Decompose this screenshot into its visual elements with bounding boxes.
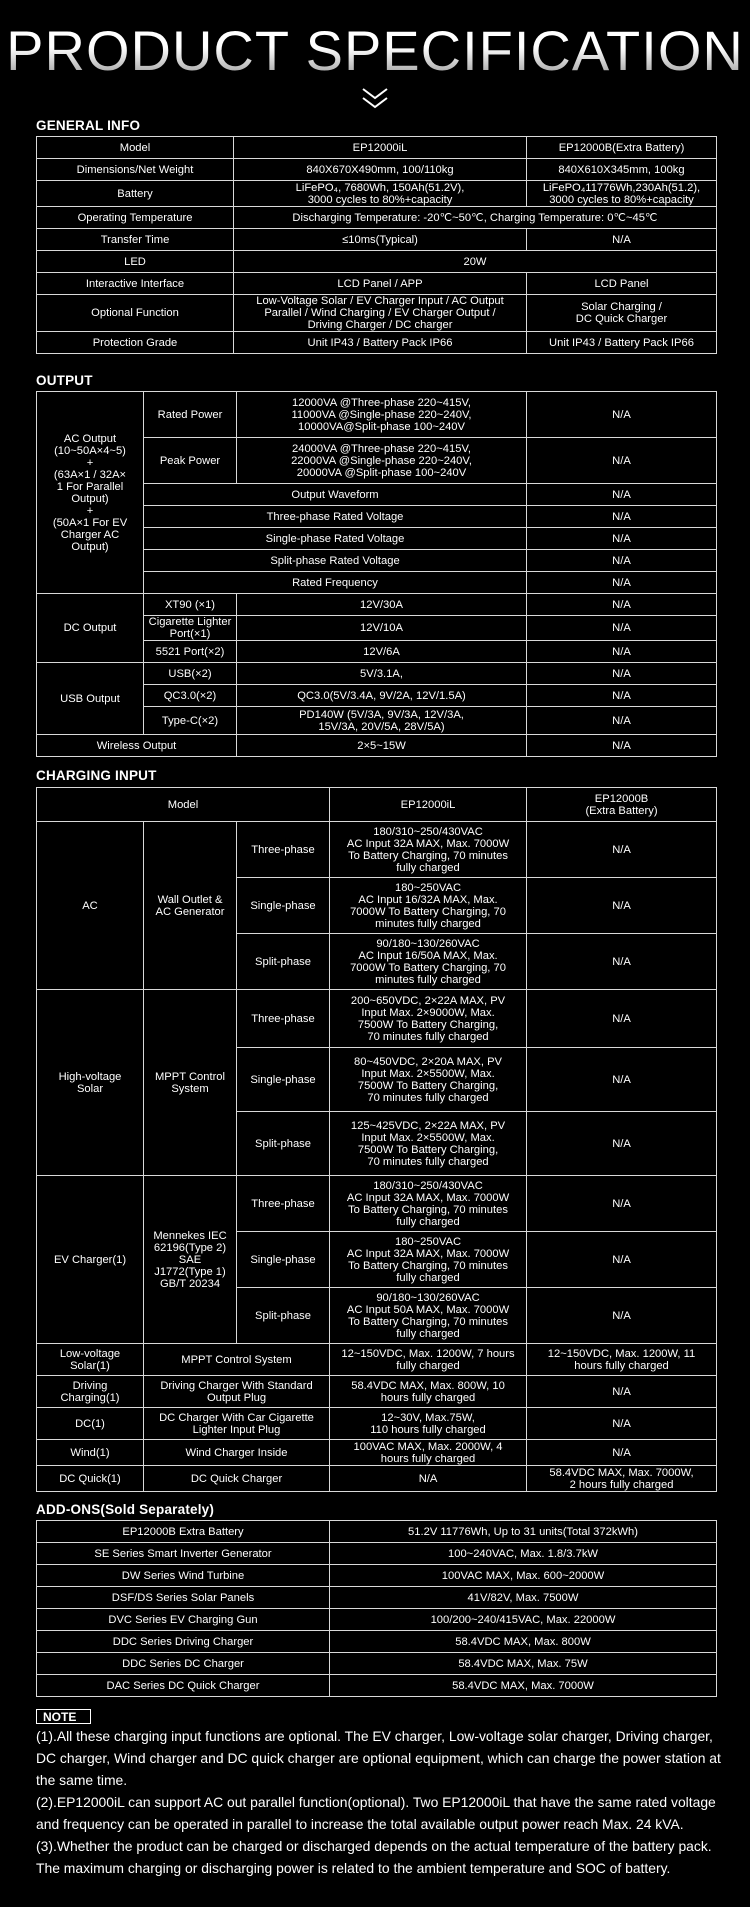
group-sublabel: Mennekes IEC 62196(Type 2) SAE J1772(Type 1) GB/T 20234 (144, 1176, 237, 1344)
table-cell: N/A (527, 663, 717, 685)
table-cell: 180/310~250/430VAC AC Input 32A MAX, Max. 7000W To Battery Charging, 70 minutes fully charged (330, 822, 527, 878)
header-cell: EP12000B (Extra Battery) (527, 788, 717, 822)
charging-input-heading: CHARGING INPUT (36, 768, 157, 783)
table-row (37, 392, 717, 438)
note-item: (1).All these charging input functions are optional. The EV charger, Low-voltage solar charger, Driving charger, DC charger, Wind charger and DC quick charger are optional equipment, which can charge the power station at the same time. (36, 1728, 721, 1788)
row-label: Peak Power (144, 438, 237, 484)
group-label: AC (37, 822, 144, 990)
table-row (37, 1344, 717, 1376)
note-item: (3).Whether the product can be charged or discharged depends on the actual temperature of the battery pack. The maximum charging or discharging power is related to the ambient temperature and SOC of battery. (36, 1838, 712, 1876)
table-cell: 12~30V, Max.75W, 110 hours fully charged (330, 1408, 527, 1440)
row-label: Wind(1) (37, 1440, 144, 1466)
table-row (37, 822, 717, 878)
charging-input-table (36, 787, 717, 1492)
note-item: (2).EP12000iL can support AC out parallel function(optional). Two EP12000iL that have the same rated voltage and frequency can be operated in parallel to increase the total available output power reach Max. 24 kVA. (36, 1794, 716, 1832)
phase-label: Three-phase (237, 990, 330, 1048)
table-cell: 20W (234, 251, 717, 273)
row-label: QC3.0(×2) (144, 685, 237, 707)
row-label: Protection Grade (37, 332, 234, 354)
table-row (37, 1376, 717, 1408)
group-sublabel: Wall Outlet & AC Generator (144, 822, 237, 990)
row-label: Dimensions/Net Weight (37, 159, 234, 181)
table-cell: N/A (527, 878, 717, 934)
table-row (37, 594, 717, 616)
row-label: Rated Power (144, 392, 237, 438)
table-cell: 100~240VAC, Max. 1.8/3.7kW (330, 1543, 717, 1565)
table-cell: 840X610X345mm, 100kg (527, 159, 717, 181)
row-label: SE Series Smart Inverter Generator (37, 1543, 330, 1565)
page-title: PRODUCT SPECIFICATION (0, 18, 750, 83)
row-label: 5521 Port(×2) (144, 641, 237, 663)
table-cell: N/A (527, 1232, 717, 1288)
row-label: Driving Charging(1) (37, 1376, 144, 1408)
table-row (37, 1631, 717, 1653)
table-cell: N/A (527, 934, 717, 990)
row-label: Wireless Output (37, 735, 237, 757)
phase-label: Single-phase (237, 878, 330, 934)
output-table (36, 391, 717, 757)
table-cell: 840X670X490mm, 100/110kg (234, 159, 527, 181)
table-cell: LiFePO₄11776Wh,230Ah(51.2), 3000 cycles to 80%+capacity (527, 181, 717, 207)
table-cell: Unit IP43 / Battery Pack IP66 (234, 332, 527, 354)
row-sublabel: Wind Charger Inside (144, 1440, 330, 1466)
table-cell: N/A (527, 990, 717, 1048)
general-info-table (36, 136, 717, 354)
table-row (37, 207, 717, 229)
table-cell: 180/310~250/430VAC AC Input 32A MAX, Max. 7000W To Battery Charging, 70 minutes fully charged (330, 1176, 527, 1232)
header-cell: EP12000B(Extra Battery) (527, 137, 717, 159)
table-cell: 180~250VAC AC Input 32A MAX, Max. 7000W To Battery Charging, 70 minutes fully charged (330, 1232, 527, 1288)
table-cell: N/A (527, 528, 717, 550)
row-sublabel: MPPT Control System (144, 1344, 330, 1376)
row-label: DC Quick(1) (37, 1466, 144, 1492)
row-label: DDC Series Driving Charger (37, 1631, 330, 1653)
table-row (37, 1466, 717, 1492)
table-cell: ≤10ms(Typical) (234, 229, 527, 251)
table-cell: 12~150VDC, Max. 1200W, 7 hours fully charged (330, 1344, 527, 1376)
table-row (37, 1675, 717, 1697)
table-cell: N/A (527, 438, 717, 484)
table-cell: N/A (527, 1376, 717, 1408)
phase-label: Single-phase (237, 1048, 330, 1112)
table-cell: 100/200~240/415VAC, Max. 22000W (330, 1609, 717, 1631)
row-label: Cigarette Lighter Port(×1) (144, 616, 237, 641)
row-label: Transfer Time (37, 229, 234, 251)
row-label: Rated Frequency (144, 572, 527, 594)
row-label: Three-phase Rated Voltage (144, 506, 527, 528)
row-label: Split-phase Rated Voltage (144, 550, 527, 572)
row-label: Interactive Interface (37, 273, 234, 295)
phase-label: Single-phase (237, 1232, 330, 1288)
row-label: LED (37, 251, 234, 273)
table-cell: 90/180~130/260VAC AC Input 50A MAX, Max. 7000W To Battery Charging, 70 minutes fully charged (330, 1288, 527, 1344)
table-cell: Discharging Temperature: -20℃~50℃, Charging Temperature: 0℃~45℃ (234, 207, 717, 229)
table-cell: N/A (527, 1176, 717, 1232)
table-cell: N/A (527, 572, 717, 594)
table-cell: 24000VA @Three-phase 220~415V, 22000VA @Single-phase 220~240V, 20000VA @Split-phase 100~240V (237, 438, 527, 484)
table-row (37, 1440, 717, 1466)
table-cell: 58.4VDC MAX, Max. 800W (330, 1631, 717, 1653)
row-label: Operating Temperature (37, 207, 234, 229)
table-cell: 12000VA @Three-phase 220~415V, 11000VA @Single-phase 220~240V, 10000VA@Split-phase 100~240V (237, 392, 527, 438)
table-cell: N/A (527, 392, 717, 438)
header-cell: Model (37, 788, 330, 822)
table-cell: N/A (527, 484, 717, 506)
table-cell: Low-Voltage Solar / EV Charger Input / AC Output Parallel / Wind Charging / EV Charger Output / Driving Charger / DC charger (234, 295, 527, 332)
notes-list (36, 1725, 730, 1879)
note-label: NOTE (36, 1709, 91, 1724)
table-row (37, 332, 717, 354)
table-cell: 125~425VDC, 2×22A MAX, PV Input Max. 2×5500W, Max. 7500W To Battery Charging, 70 minutes fully charged (330, 1112, 527, 1176)
table-cell: 58.4VDC MAX, Max. 75W (330, 1653, 717, 1675)
table-row (37, 273, 717, 295)
table-row (37, 181, 717, 207)
table-row (37, 159, 717, 181)
row-label: DVC Series EV Charging Gun (37, 1609, 330, 1631)
table-cell: 51.2V 11776Wh, Up to 31 units(Total 372kWh) (330, 1521, 717, 1543)
table-row (37, 1543, 717, 1565)
table-row (37, 229, 717, 251)
table-cell: N/A (527, 641, 717, 663)
table-cell: PD140W (5V/3A, 9V/3A, 12V/3A, 15V/3A, 20V/5A, 28V/5A) (237, 707, 527, 735)
table-cell: 80~450VDC, 2×20A MAX, PV Input Max. 2×5500W, Max. 7500W To Battery Charging, 70 minutes fully charged (330, 1048, 527, 1112)
general-info-heading: GENERAL INFO (36, 118, 141, 133)
addons-table (36, 1520, 717, 1697)
row-label: DW Series Wind Turbine (37, 1565, 330, 1587)
row-label: DC(1) (37, 1408, 144, 1440)
table-cell: LCD Panel / APP (234, 273, 527, 295)
table-cell: N/A (527, 735, 717, 757)
table-cell: LCD Panel (527, 273, 717, 295)
table-cell: 100VAC MAX, Max. 600~2000W (330, 1565, 717, 1587)
table-row (37, 1609, 717, 1631)
table-cell: 100VAC MAX, Max. 2000W, 4 hours fully charged (330, 1440, 527, 1466)
table-cell: 12V/6A (237, 641, 527, 663)
table-cell: 12V/30A (237, 594, 527, 616)
row-label: Output Waveform (144, 484, 527, 506)
row-label: Single-phase Rated Voltage (144, 528, 527, 550)
row-label: DSF/DS Series Solar Panels (37, 1587, 330, 1609)
phase-label: Split-phase (237, 934, 330, 990)
table-cell: N/A (527, 1408, 717, 1440)
table-row (37, 735, 717, 757)
table-cell: 58.4VDC MAX, Max. 7000W (330, 1675, 717, 1697)
table-cell: 200~650VDC, 2×22A MAX, PV Input Max. 2×9000W, Max. 7500W To Battery Charging, 70 minutes fully charged (330, 990, 527, 1048)
phase-label: Split-phase (237, 1112, 330, 1176)
group-label: AC Output (10~50A×4~5) + (63A×1 / 32A× 1 For Parallel Output) + (50A×1 For EV Charger AC Output) (37, 392, 144, 594)
row-label: Battery (37, 181, 234, 207)
double-chevron-down-icon (361, 86, 389, 110)
table-cell: N/A (527, 1288, 717, 1344)
row-label: Optional Function (37, 295, 234, 332)
table-cell: 58.4VDC MAX, Max. 7000W, 2 hours fully charged (527, 1466, 717, 1492)
table-cell: 2×5~15W (237, 735, 527, 757)
group-label: EV Charger(1) (37, 1176, 144, 1344)
table-cell: Unit IP43 / Battery Pack IP66 (527, 332, 717, 354)
phase-label: Three-phase (237, 1176, 330, 1232)
table-cell: N/A (527, 1048, 717, 1112)
group-label: USB Output (37, 663, 144, 735)
row-label: Low-voltage Solar(1) (37, 1344, 144, 1376)
table-cell: Solar Charging / DC Quick Charger (527, 295, 717, 332)
header-cell: EP12000iL (234, 137, 527, 159)
table-cell: N/A (527, 550, 717, 572)
table-cell: N/A (527, 1112, 717, 1176)
table-row (37, 1408, 717, 1440)
row-sublabel: DC Quick Charger (144, 1466, 330, 1492)
phase-label: Split-phase (237, 1288, 330, 1344)
table-cell: N/A (527, 685, 717, 707)
row-label: DDC Series DC Charger (37, 1653, 330, 1675)
table-cell: N/A (527, 594, 717, 616)
table-cell: 5V/3.1A, (237, 663, 527, 685)
phase-label: Three-phase (237, 822, 330, 878)
table-cell: N/A (527, 707, 717, 735)
table-row (37, 251, 717, 273)
table-cell: 90/180~130/260VAC AC Input 16/50A MAX, Max. 7000W To Battery Charging, 70 minutes fully charged (330, 934, 527, 990)
output-heading: OUTPUT (36, 373, 93, 388)
group-label: High-voltage Solar (37, 990, 144, 1176)
group-label: DC Output (37, 594, 144, 663)
table-cell: 12~150VDC, Max. 1200W, 11 hours fully charged (527, 1344, 717, 1376)
row-label: EP12000B Extra Battery (37, 1521, 330, 1543)
table-row (37, 1565, 717, 1587)
row-label: XT90 (×1) (144, 594, 237, 616)
addons-heading: ADD-ONS(Sold Separately) (36, 1502, 215, 1517)
table-row (37, 663, 717, 685)
table-row (37, 295, 717, 332)
table-row (37, 1587, 717, 1609)
row-label: DAC Series DC Quick Charger (37, 1675, 330, 1697)
row-label: USB(×2) (144, 663, 237, 685)
table-cell: 41V/82V, Max. 7500W (330, 1587, 717, 1609)
table-cell: LiFePO₄, 7680Wh, 150Ah(51.2V), 3000 cycles to 80%+capacity (234, 181, 527, 207)
table-row (37, 1653, 717, 1675)
table-cell: 58.4VDC MAX, Max. 800W, 10 hours fully charged (330, 1376, 527, 1408)
row-sublabel: DC Charger With Car Cigarette Lighter Input Plug (144, 1408, 330, 1440)
table-row (37, 990, 717, 1048)
table-cell: N/A (527, 506, 717, 528)
header-cell: EP12000iL (330, 788, 527, 822)
table-cell: N/A (527, 229, 717, 251)
table-row (37, 1176, 717, 1232)
group-sublabel: MPPT Control System (144, 990, 237, 1176)
table-row (37, 788, 717, 822)
header-cell: Model (37, 137, 234, 159)
table-cell: N/A (527, 822, 717, 878)
row-sublabel: Driving Charger With Standard Output Plug (144, 1376, 330, 1408)
table-cell: N/A (527, 616, 717, 641)
table-cell: 180~250VAC AC Input 16/32A MAX, Max. 7000W To Battery Charging, 70 minutes fully charged (330, 878, 527, 934)
table-row (37, 1521, 717, 1543)
table-row (37, 137, 717, 159)
table-cell: QC3.0(5V/3.4A, 9V/2A, 12V/1.5A) (237, 685, 527, 707)
table-cell: N/A (527, 1440, 717, 1466)
table-cell: N/A (330, 1466, 527, 1492)
row-label: Type-C(×2) (144, 707, 237, 735)
table-cell: 12V/10A (237, 616, 527, 641)
